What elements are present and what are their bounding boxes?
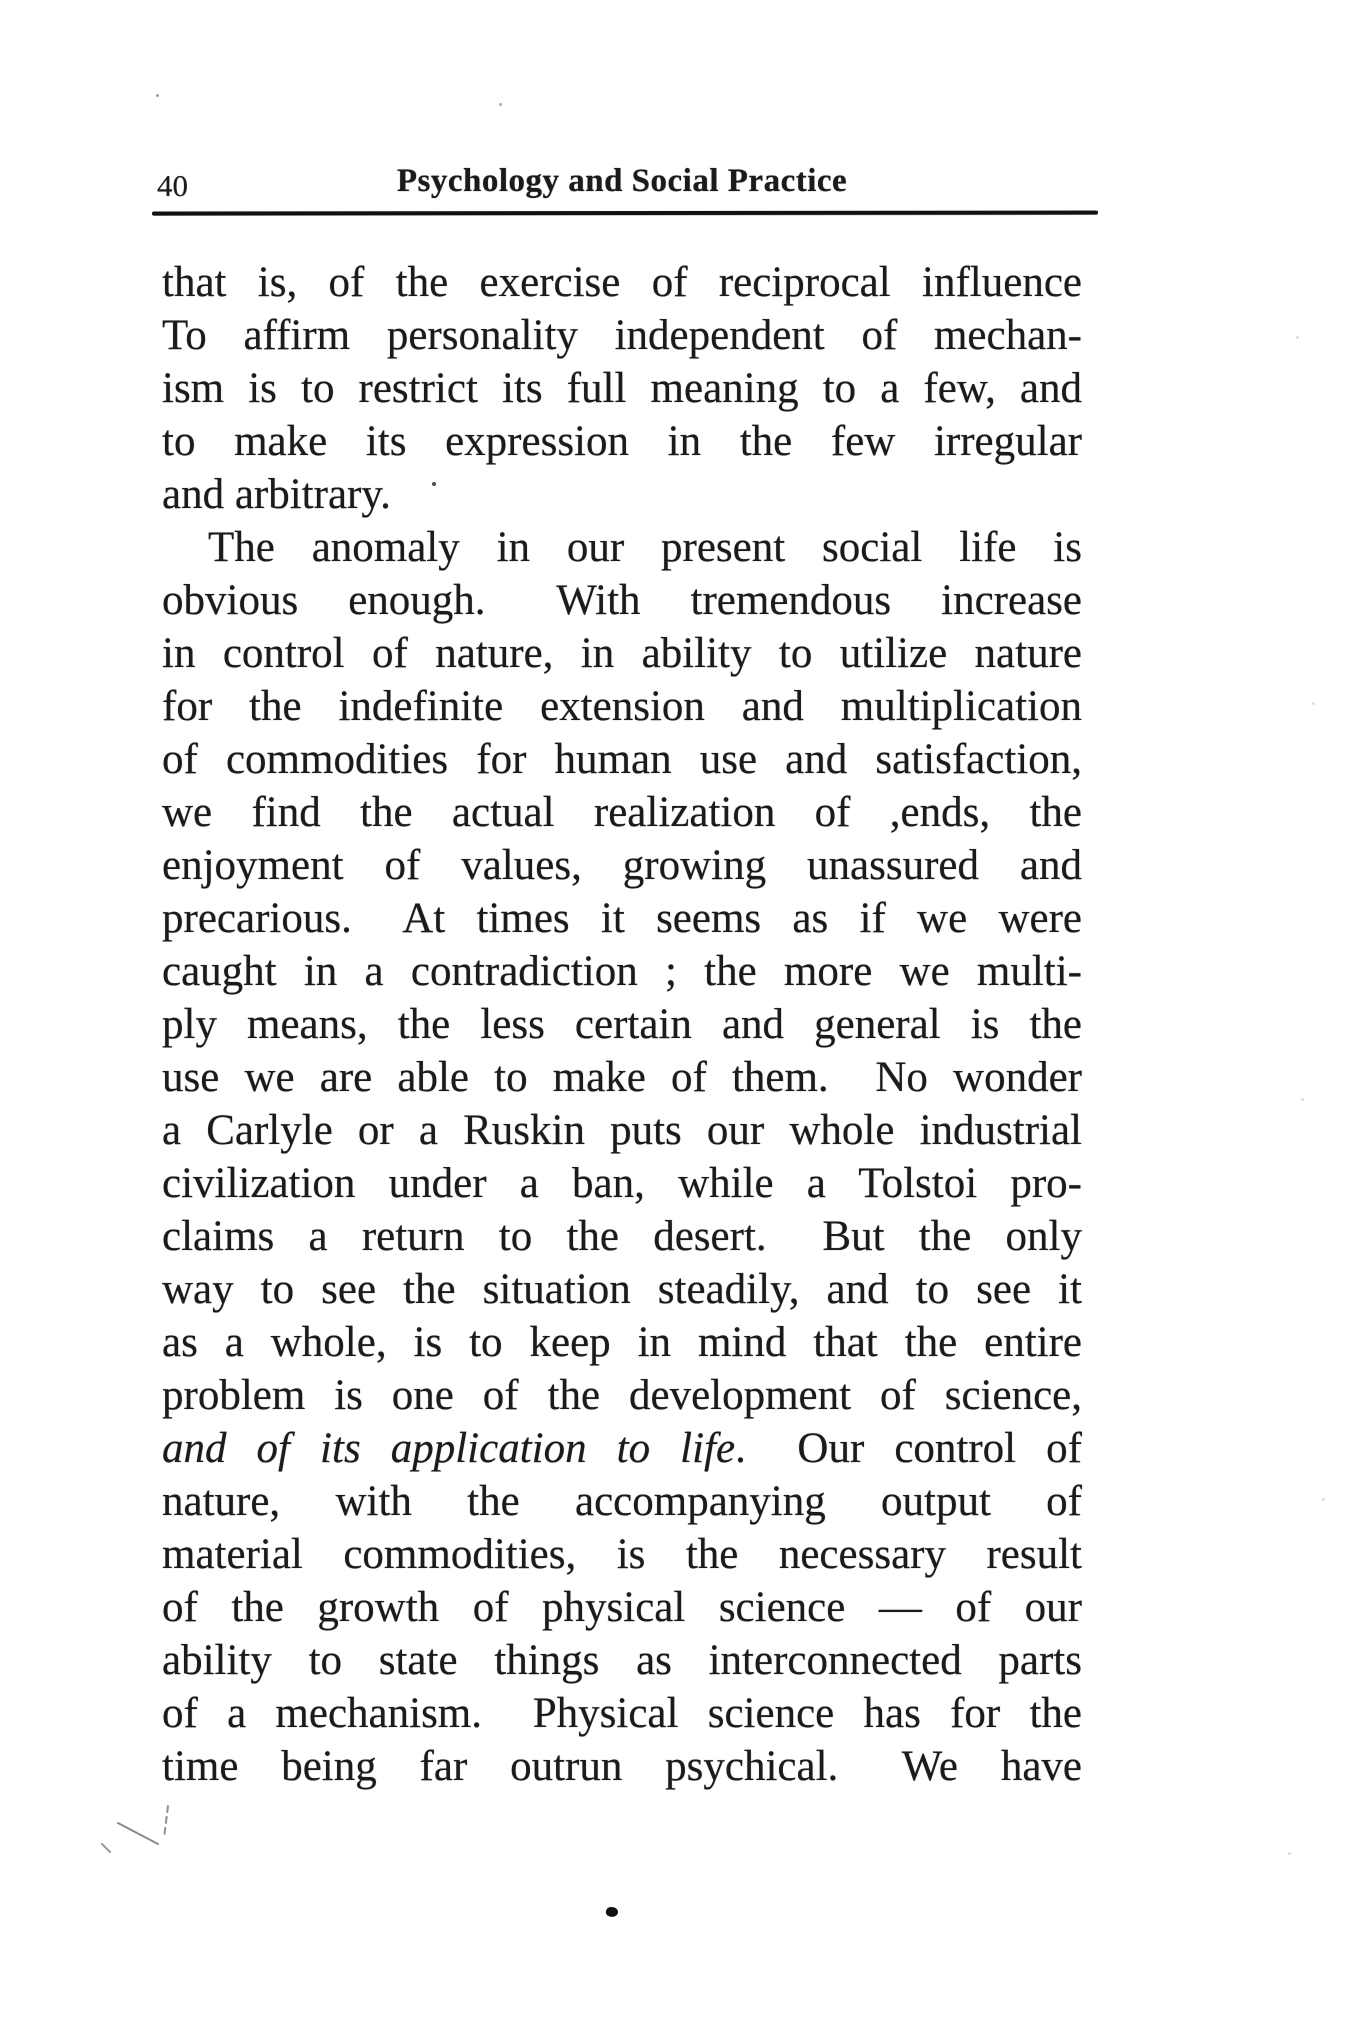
- text-segment: ism is to restrict its full meaning to a few, and: [162, 365, 1082, 412]
- text-segment: nature, with the accompanying output of: [162, 1478, 1082, 1525]
- text-segment: we find the actual realization of ,ends, the: [162, 789, 1082, 836]
- pencil-checkmark: [98, 1786, 188, 1861]
- scan-speck: [1301, 1098, 1304, 1101]
- text-segment: To affirm personality independent of mechan-: [162, 312, 1082, 359]
- text-line: [162, 1634, 1082, 1687]
- text-line: [162, 627, 1082, 680]
- text-segment: The anomaly in our present social life is: [208, 524, 1082, 571]
- scan-speck: [1312, 702, 1315, 705]
- italic-text-segment: and of its application to life: [162, 1425, 736, 1472]
- text-segment: of a mechanism. Physical science has for the: [162, 1690, 1082, 1737]
- scan-speck: [499, 103, 502, 106]
- text-line: [162, 468, 1082, 521]
- text-segment: way to see the situation steadily, and to see it: [162, 1266, 1082, 1313]
- text-line: [162, 1157, 1082, 1210]
- text-line: [162, 1581, 1082, 1634]
- scan-speck: [156, 94, 159, 97]
- text-line: [162, 1475, 1082, 1528]
- text-segment: material commodities, is the necessary result: [162, 1531, 1082, 1578]
- header-rule: [152, 211, 1098, 216]
- text-line: [162, 309, 1082, 362]
- text-line: [162, 998, 1082, 1051]
- text-segment: of commodities for human use and satisfaction,: [162, 736, 1082, 783]
- text-line: [162, 1687, 1082, 1740]
- text-segment: use we are able to make of them. No wonder: [162, 1054, 1082, 1101]
- text-line: [162, 1740, 1082, 1793]
- ink-blot: [605, 1905, 620, 1918]
- text-line: [162, 1369, 1082, 1422]
- running-header-title: Psychology and Social Practice: [396, 163, 848, 199]
- text-line: [162, 1316, 1082, 1369]
- text-line: [162, 256, 1082, 309]
- text-segment: claims a return to the desert. But the only: [162, 1213, 1082, 1260]
- text-segment: ply means, the less certain and general is the: [162, 1001, 1082, 1048]
- text-segment: and arbitrary.: [162, 471, 391, 518]
- text-line: [162, 1210, 1082, 1263]
- body-text: [162, 256, 1082, 1793]
- text-line: [162, 1528, 1082, 1581]
- text-line: [162, 680, 1082, 733]
- text-segment: to make its expression in the few irregular: [162, 418, 1082, 465]
- text-line: [162, 733, 1082, 786]
- scan-speck: [1296, 336, 1299, 339]
- text-segment: time being far outrun psychical. We have: [162, 1743, 1082, 1790]
- text-line: [162, 1263, 1082, 1316]
- page-number: 40: [157, 168, 188, 203]
- text-segment: ability to state things as interconnected parts: [162, 1637, 1082, 1684]
- text-line: [162, 1422, 1082, 1475]
- scan-speck: [1322, 1498, 1325, 1501]
- text-segment: problem is one of the development of science,: [162, 1372, 1082, 1419]
- scan-speck: [1288, 1852, 1291, 1855]
- text-segment: . Our control of: [735, 1425, 1082, 1472]
- text-line: [162, 839, 1082, 892]
- text-segment: obvious enough. With tremendous increase: [162, 577, 1082, 624]
- text-line: [162, 786, 1082, 839]
- text-segment: civilization under a ban, while a Tolstoi pro-: [162, 1160, 1082, 1207]
- text-segment: as a whole, is to keep in mind that the entire: [162, 1319, 1082, 1366]
- text-segment: that is, of the exercise of reciprocal influence: [162, 259, 1082, 306]
- text-line: [162, 362, 1082, 415]
- text-segment: of the growth of physical science — of our: [162, 1584, 1082, 1631]
- scan-speck: [432, 482, 436, 486]
- text-segment: caught in a contradiction ; the more we multi-: [162, 948, 1082, 995]
- text-line: [162, 521, 1082, 574]
- text-line: [162, 892, 1082, 945]
- text-line: [162, 574, 1082, 627]
- text-segment: for the indefinite extension and multiplication: [162, 683, 1082, 730]
- text-line: [162, 1051, 1082, 1104]
- text-line: [162, 415, 1082, 468]
- text-line: [162, 1104, 1082, 1157]
- text-segment: a Carlyle or a Ruskin puts our whole industrial: [162, 1107, 1082, 1154]
- text-segment: in control of nature, in ability to utilize nature: [162, 630, 1082, 677]
- text-line: [162, 945, 1082, 998]
- text-segment: enjoyment of values, growing unassured and: [162, 842, 1082, 889]
- text-segment: precarious. At times it seems as if we were: [162, 895, 1082, 942]
